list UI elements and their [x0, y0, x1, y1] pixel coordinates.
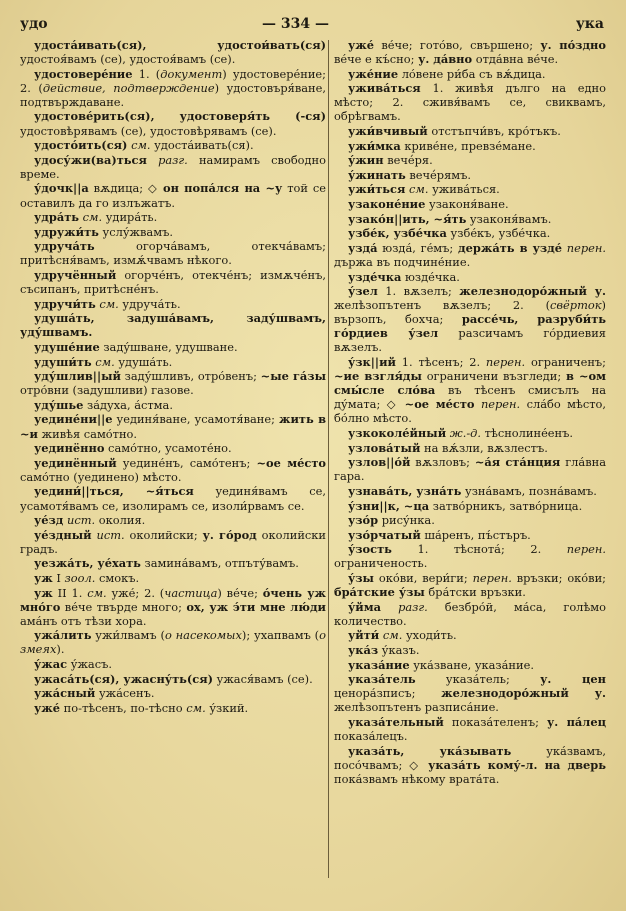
left-column: [20, 38, 326, 881]
dictionary-entry: ужа́сный ужа́сенъ.: [34, 686, 155, 701]
dictionary-entry: ука́з у́казъ.: [348, 642, 420, 657]
dictionary-entry: узкоколе́йный ж.-д. тѣснолине́енъ.: [348, 426, 574, 441]
dictionary-entry: уду́шлив||ый заду́шливъ, отро́венъ; ~ые га́зы отро́вни (задушливи) газове.: [20, 369, 326, 398]
dictionary-entry: удосто́ить(ся) см. удоста́ивать(ся).: [34, 138, 254, 153]
dictionary-entry: уедини́||ться, ~я́ться уединя́вамъ се, усамотя́вамъ се, изолирамъ се, изоли́рвамъ се.: [20, 484, 326, 513]
header-right-guide-word: ука: [575, 16, 604, 32]
dictionary-entry: удручённый огорче́нъ, отекче́нъ; измѫче́нъ, съсипанъ, притѣсне́нъ.: [20, 268, 326, 297]
dictionary-entry: уединённо само́тно, усамоте́но.: [34, 441, 232, 456]
dictionary-entry: узда́ юзда́, ге́мъ; держа́ть в узде́ перен. държа въ подчине́ние.: [334, 240, 606, 269]
dictionary-entry: у́зк||ий 1. тѣсенъ; 2. перен. ограниченъ; ~ие взгля́ды ограничени възгледи; в ~ом смы́сле сло́ва въ тѣсенъ смисълъ на ду́мата; ◇ ~ое ме́сто перен. сла́бо мѣсто, бо́лно мѣсто.: [334, 355, 606, 426]
page-header: [0, 14, 626, 38]
page-number: — 334 —: [262, 16, 329, 32]
dictionary-entry: ужи́мка криве́не, превзе́мане.: [348, 138, 536, 153]
dictionary-entry: удоста́ивать(ся), удостои́вать(ся) удостоя́вамъ (се), удостоя́вамъ (се).: [20, 38, 326, 67]
dictionary-entry: узо́р рису́нка.: [348, 513, 435, 528]
dictionary-entry: у́зни||к, ~ца затво́рникъ, затво́рница.: [348, 498, 583, 513]
dictionary-entry: ужи́вчивый отстъпчи́въ, кро́тъкъ.: [348, 124, 561, 139]
dictionary-entry: удостове́рить(ся), удостоверя́ть (-ся) удостовѣрявамъ (се), удостовѣрявамъ (се).: [20, 109, 326, 138]
dictionary-entry: указа́ть, ука́зывать ука́звамъ, посо́чвамъ; ◇ указа́ть кому́-л. на дверь пока́звамъ нѣкому врата́та.: [334, 743, 606, 786]
right-column: [334, 38, 606, 881]
dictionary-entry: уж II 1. см. уже́; 2. (частица) ве́че; о́чень уж мно́го ве́че твърде много; ох, уж э́ти мне лю́ди ама́нъ отъ тѣзи хора.: [20, 585, 326, 628]
dictionary-entry: у́жас у́жасъ.: [34, 657, 112, 672]
dictionary-entry: уже́ по-тѣсенъ, по-тѣсно см. у́зкий.: [34, 700, 249, 715]
dictionary-entry: удручи́ть см. удруча́ть.: [34, 296, 181, 311]
dictionary-entry: уединённый уедине́нъ, само́тенъ; ~ое ме́сто само́тно (уединено) мѣсто.: [20, 455, 326, 484]
dictionary-entry: удуши́ть см. удуша́ть.: [34, 354, 173, 369]
dictionary-entry: уйти́ см. уходи́ть.: [348, 628, 457, 643]
dictionary-entry: уе́здный ист. околийски; у. го́род околийски градъ.: [20, 527, 326, 556]
dictionary-entry: уже́ ве́че; гото́во, свършено; у. по́здно ве́че е къ́сно; у. да́вно отда́вна ве́че.: [334, 38, 606, 67]
dictionary-entry: у́зы око́ви, вери́ги; перен. връзки; око́ви; бра́тские у́зы бра́тски връзки.: [334, 570, 606, 600]
dictionary-entry: удостовере́ние 1. (документ) удостовере́ние; 2. (действие, подтверждение) удостовъря́ване, подтвърждаване.: [20, 66, 326, 109]
dictionary-entry: ужаса́ть(ся), ужасну́ть(ся) ужася́вамъ (се).: [34, 671, 313, 686]
dictionary-entry: у́зел 1. вѫзелъ; железнодоро́жный у. желѣзопътенъ вѫзелъ; 2. (свёрток) вързопъ, бохча; рассе́чь, разруби́ть го́рдиев у́зел разсичамъ го́рдиевия вѫзелъ.: [334, 284, 606, 355]
dictionary-entry: у́дочк||а вѫдица; ◇ он попа́лся на ~у той се оставилъ да го излъжатъ.: [20, 181, 326, 210]
dictionary-entry: узлова́тый на вѫ́зли, вѫзлестъ.: [348, 440, 548, 455]
dictionary-entry: узбе́к, узбе́чка узбе́къ, узбе́чка.: [348, 226, 551, 241]
dictionary-entry: ужа́лить ужи́лвамъ (о насекомых); ухапвамъ (о змеях).: [20, 628, 326, 657]
dictionary-entry: уж I зоол. смокъ.: [34, 570, 140, 585]
dictionary-entry: у́жин вечéря.: [348, 153, 433, 168]
dictionary-entry: уезжа́ть, уе́хать замина́вамъ, отпъту́вамъ.: [34, 556, 299, 571]
column-divider: [328, 40, 329, 878]
dictionary-entry: уду́шье за́духа, а́стма.: [34, 397, 173, 412]
dictionary-entry: указа́ние ука́зване, указа́ние.: [348, 657, 534, 672]
dictionary-entry: указа́тель указа́тель; у. цен ценора́зписъ; железнодоро́жный у. желѣзопътенъ разписа́ние.: [334, 672, 606, 715]
header-left-guide-word: удо: [20, 16, 48, 32]
dictionary-entry: удуше́ние заду́шване, удушване.: [34, 339, 238, 354]
dictionary-entry: удружи́ть услу́жвамъ.: [34, 224, 173, 239]
dictionary-entry: уже́ние ло́вене ри́ба съ вѫ́дица.: [348, 66, 546, 81]
dictionary-entry: узако́н||ить, ~я́ть узаконя́вамъ.: [348, 211, 552, 226]
dictionary-entry: у́йма разг. безбро́й, ма́са, голѣмо количество.: [334, 599, 606, 628]
dictionary-entry: удруча́ть огорча́вамъ, отекча́вамъ; притѣсня́вамъ, измѫ́чвамъ нѣкого.: [20, 239, 326, 268]
dictionary-entry: ужива́ться 1. живѣя дълго на едно мѣсто; 2. сживя́вамъ се, свиквамъ, обрѣгвамъ.: [334, 81, 606, 124]
dictionary-entry: у́жинать вечéрямъ.: [348, 167, 472, 182]
dictionary-entry: у́зость 1. тѣснота́; 2. перен. ограниченость.: [334, 542, 606, 571]
dictionary-entry: узо́рчатый ша́ренъ, пъ́стъръ.: [348, 527, 531, 542]
dictionary-entry: узаконе́ние узаконя́ване.: [348, 197, 509, 212]
dictionary-entry: ужи́ться см. ужива́ться.: [348, 182, 500, 197]
dictionary-entry: удра́ть см. удира́ть.: [34, 210, 158, 225]
dictionary-entry: узлов||о́й вѫзловъ; ~а́я ста́нция гла́вна гара.: [334, 455, 606, 484]
dictionary-entry: удуша́ть, задуша́вамъ, заду́швамъ, уду́швамъ.: [20, 311, 326, 340]
dictionary-entry: указа́тельный показа́теленъ; у. па́лец показа́лецъ.: [334, 714, 606, 743]
dictionary-entry: удосу́жи(ва)ться разг. намирамъ свободно време.: [20, 152, 326, 181]
dictionary-entry: уе́зд ист. околия.: [34, 513, 146, 528]
dictionary-entry: узнава́ть, узна́ть узна́вамъ, позна́вамъ.: [348, 483, 597, 498]
dictionary-entry: узде́чка юзде́чка.: [348, 269, 460, 284]
dictionary-entry: уедине́ни||е уединя́ване, усамотя́ване; жить в ~и живѣя само́тно.: [20, 412, 326, 441]
